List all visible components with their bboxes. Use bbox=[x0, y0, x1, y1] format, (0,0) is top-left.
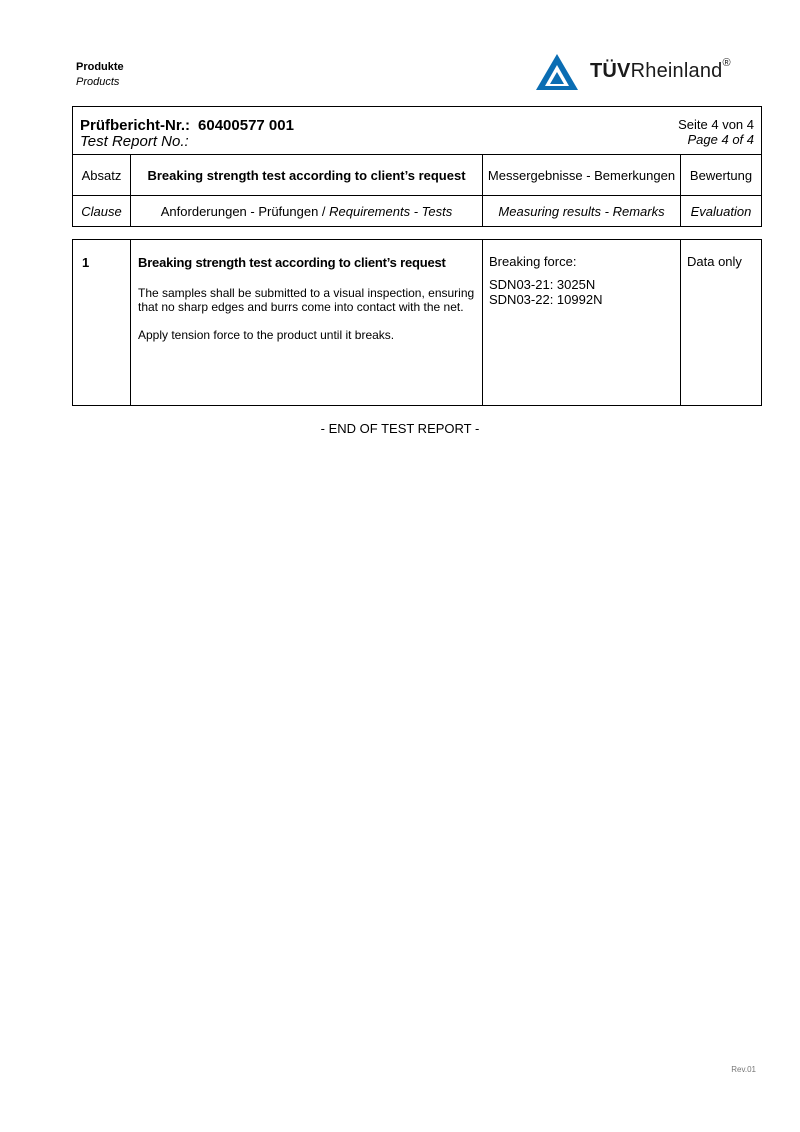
report-header-table bbox=[72, 106, 762, 227]
page-indicator-en: Page 4 of 4 bbox=[687, 132, 754, 147]
page-indicator-de: Seite 4 von 4 bbox=[678, 117, 754, 132]
clause-cell bbox=[73, 240, 131, 406]
report-number: 60400577 001 bbox=[198, 117, 294, 134]
table-row bbox=[73, 240, 762, 406]
end-of-report: - END OF TEST REPORT - bbox=[320, 421, 480, 436]
revision-label: Rev.01 bbox=[731, 1065, 756, 1074]
col-header-eval-de: Bewertung bbox=[681, 155, 762, 196]
tuv-triangle-logo-icon bbox=[534, 52, 580, 92]
col-header-test-title: Breaking strength test according to client’s request bbox=[131, 155, 483, 196]
report-title-cell bbox=[73, 107, 762, 155]
col-header-results-de: Messergebnisse - Bemerkungen bbox=[483, 155, 681, 196]
col-header-eval-en: Evaluation bbox=[681, 196, 762, 227]
report-number-label-de: Prüfbericht-Nr.: 60400577 001 bbox=[80, 117, 294, 134]
requirement-title: Breaking strength test according to client’s request bbox=[138, 255, 446, 270]
section-label-de: Produkte bbox=[76, 61, 124, 73]
logo-wordmark: TÜVRheinland® bbox=[590, 57, 731, 82]
requirement-paragraph-2: Apply tension force to the product until it breaks. bbox=[138, 328, 395, 342]
clause-number: 1 bbox=[82, 255, 90, 270]
evaluation-cell: Data only bbox=[681, 240, 762, 406]
col-header-results-en: Measuring results - Remarks bbox=[483, 196, 681, 227]
requirement-cell bbox=[131, 240, 483, 406]
report-number-label-en: Test Report No.: bbox=[80, 133, 189, 150]
test-results-table bbox=[72, 239, 762, 406]
col-header-clause-de: Absatz bbox=[73, 155, 131, 196]
result-cell bbox=[483, 240, 681, 406]
result-line-2: SDN03-22: 10992N bbox=[489, 292, 603, 307]
col-header-clause-en: Clause bbox=[73, 196, 131, 227]
tuv-rheinland-logo bbox=[534, 52, 759, 92]
requirement-paragraph-1: The samples shall be submitted to a visual inspection, ensuring that no sharp edges and burrs come into contact with the net. bbox=[138, 286, 475, 314]
col-header-requirements: Anforderungen - Prüfungen / Requirements - Tests bbox=[131, 196, 483, 227]
result-title: Breaking force: bbox=[489, 254, 577, 269]
section-label-en: Products bbox=[76, 76, 120, 88]
result-line-1: SDN03-21: 3025N bbox=[489, 277, 596, 292]
